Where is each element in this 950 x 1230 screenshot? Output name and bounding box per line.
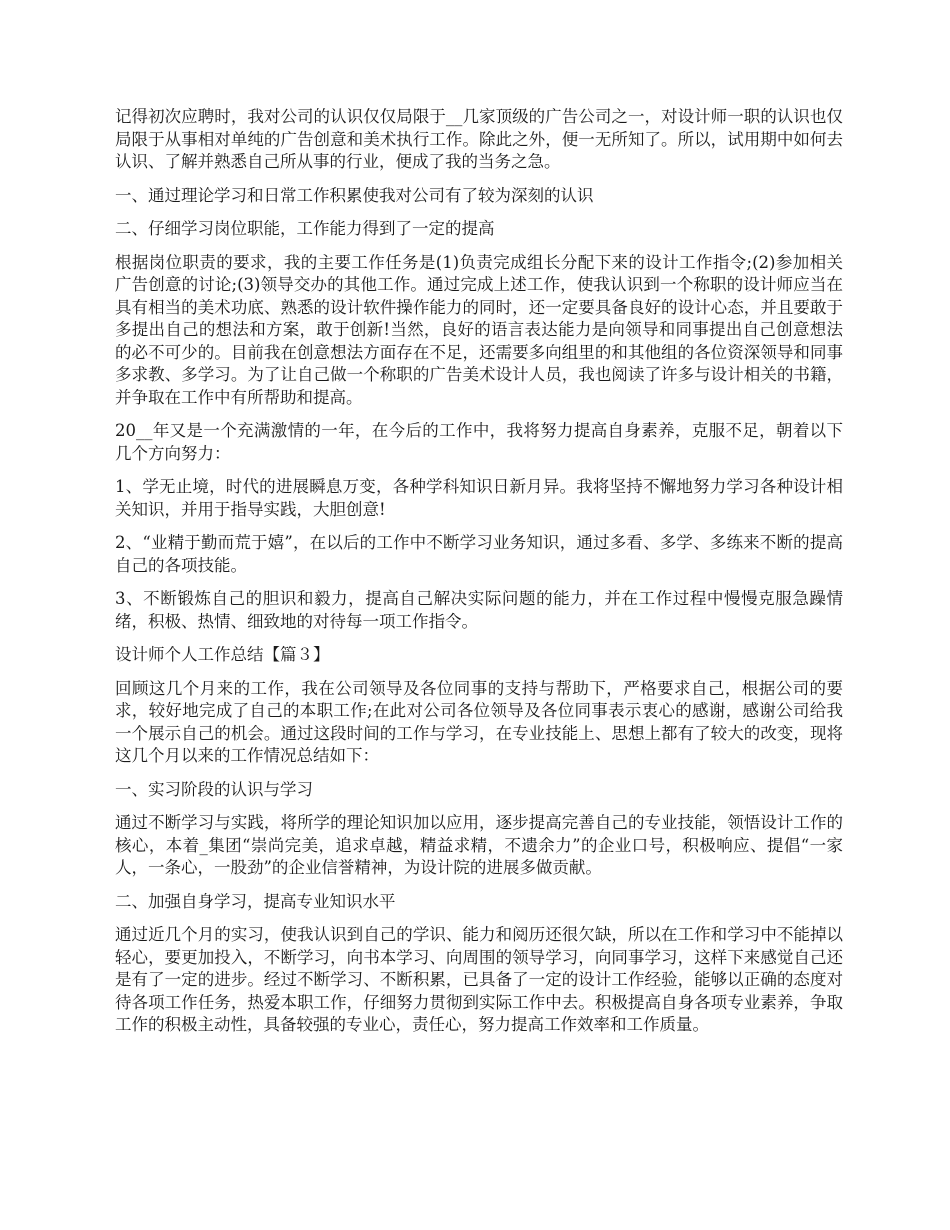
paragraph-internship: 通过不断学习与实践，将所学的理论知识加以应用，逐步提高完善自己的专业技能，领悟设计工作的核心，本着_集团“崇尚完美，追求卓越，精益求精，不遗余力”的企业口号，积极响应、提倡“一家人，一条心，一股劲”的企业信誉精神，为设计院的进展多做贡献。	[115, 813, 843, 877]
article-title-part-3: 设计师个人工作总结【篇３】	[115, 645, 330, 664]
list-item-3: 3、不断锻炼自己的胆识和毅力，提高自己解决实际问题的能力，并在工作过程中慢慢克服急躁情绪，积极、热情、细致地的对待每一项工作指令。	[115, 589, 843, 631]
list-item-2: 2、“业精于勤而荒于嬉”，在以后的工作中不断学习业务知识，通过多看、多学、多练来不断的提高自己的各项技能。	[115, 533, 843, 575]
heading-section-1: 一、通过理论学习和日常工作积累使我对公司有了较为深刻的认识	[115, 185, 594, 205]
document-body	[115, 106, 843, 1048]
paragraph-next-year: 20__年又是一个充满激情的一年，在今后的工作中，我将努力提高自身素养，克服不足，朝着以下几个方向努力：	[115, 421, 843, 463]
list-item-1: 1、学无止境，时代的进展瞬息万变，各种学科知识日新月异。我将坚持不懈地努力学习各种设计相关知识，并用于指导实践，大胆创意!	[115, 477, 843, 519]
paragraph-self-study: 通过近几个月的实习，使我认识到自己的学识、能力和阅历还很欠缺，所以在工作和学习中不能掉以轻心，要更加投入，不断学习，向书本学习、向周围的领导学习，向同事学习，这样下来感觉自己还是有了一定的进步。经过不断学习、不断积累，已具备了一定的设计工作经验，能够以正确的态度对待各项工作任务，热爱本职工作，仔细努力贯彻到实际工作中去。积极提高自身各项专业素养，争取工作的积极主动性，具备较强的专业心，责任心，努力提高工作效率和工作质量。	[115, 925, 843, 1034]
paragraph-intro: 记得初次应聘时，我对公司的认识仅仅局限于__几家顶级的广告公司之一，对设计师一职的认识也仅局限于从事相对单纯的广告创意和美术执行工作。除此之外，便一无所知了。所以，试用期中如何去认识、了解并熟悉自己所从事的行业，便成了我的当务之急。	[115, 107, 843, 171]
paragraph-review: 回顾这几个月来的工作，我在公司领导及各位同事的支持与帮助下，严格要求自己，根据公司的要求，较好地完成了自己的本职工作;在此对公司各位领导及各位同事表示衷心的感谢，感谢公司给我一个展示自己的机会。通过这段时间的工作与学习，在专业技能上、思想上都有了较大的改变，现将这几个月以来的工作情况总结如下：	[115, 678, 843, 765]
heading-self-study: 二、加强自身学习，提高专业知识水平	[115, 891, 396, 911]
paragraph-job-duties: 根据岗位职责的要求，我的主要工作任务是(1)负责完成组长分配下来的设计工作指令;(2)参加相关广告创意的讨论;(3)领导交办的其他工作。通过完成上述工作，使我认识到一个称职的设计师应当在具有相当的美术功底、熟悉的设计软件操作能力的同时，还一定要具备良好的设计心态，并且要敢于多提出自己的想法和方案，敢于创新!当然，良好的语言表达能力是向领导和同事提出自己创意想法的必不可少的。目前我在创意想法方面存在不足，还需要多向组里的和其他组的各位资深领导和同事多求教、多学习。为了让自己做一个称职的广告美术设计人员，我也阅读了许多与设计相关的书籍，并争取在工作中有所帮助和提高。	[115, 252, 843, 407]
heading-section-2: 二、仔细学习岗位职能，工作能力得到了一定的提高	[115, 219, 495, 238]
heading-internship: 一、实习阶段的认识与学习	[115, 779, 313, 799]
